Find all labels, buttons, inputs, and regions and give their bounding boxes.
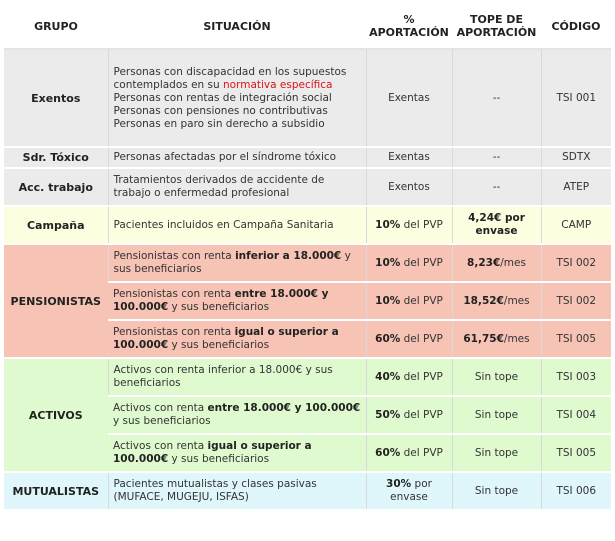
header-aportacion — [366, 4, 452, 49]
tope-rest: /mes — [503, 294, 530, 307]
grupo-mutualistas: MUTUALISTAS — [4, 472, 108, 510]
header-situacion: SITUACIÓN — [108, 4, 366, 49]
row-pensionistas-1 — [4, 244, 611, 282]
aportacion-pens-1 — [366, 244, 452, 282]
situacion-pens-1 — [108, 244, 366, 282]
codigo-mutualistas: TSI 006 — [541, 472, 611, 510]
s1: Activos con renta — [113, 440, 208, 452]
tope-act-1: Sin tope — [452, 358, 541, 396]
situacion-pens-2 — [108, 282, 366, 320]
codigo-trabajo: ATEP — [541, 168, 611, 206]
tope-bold: 61,75€ — [463, 332, 504, 345]
exentos-line4: Personas en paro sin derecho a subsidio — [113, 117, 325, 130]
s-bold: entre 18.000€ y 100.000€ — [113, 288, 329, 313]
ap-rest: por envase — [390, 478, 432, 503]
codigo-campana: CAMP — [541, 206, 611, 244]
tope-pens-3 — [452, 320, 541, 358]
aportacion-pens-2 — [366, 282, 452, 320]
grupo-trabajo: Acc. trabajo — [4, 168, 108, 206]
ap-bold: 30% — [386, 478, 412, 490]
tope-rest: /mes — [503, 332, 530, 345]
s2: y sus beneficiarios — [168, 453, 270, 465]
header-tope-line1: TOPE DE — [470, 13, 523, 26]
s-bold: inferior a 18.000€ — [235, 250, 342, 262]
header-grupo: GRUPO — [4, 4, 108, 49]
header-tope — [452, 4, 541, 49]
situacion-toxico: Personas afectadas por el síndrome tóxico — [108, 147, 366, 168]
ap-rest: del PVP — [400, 294, 443, 307]
situacion-mutualistas: Pacientes mutualistas y clases pasivas (MUFACE, MUGEJU, ISFAS) — [108, 472, 366, 510]
ap-bold: 40% — [375, 370, 401, 383]
ap-rest: del PVP — [400, 256, 443, 269]
header-tope-line2: APORTACIÓN — [456, 26, 537, 39]
s1: Activos con renta inferior a 18.000€ y sus beneficiarios — [113, 364, 333, 389]
grupo-campana: Campaña — [4, 206, 108, 244]
aportacion-toxico: Exentas — [366, 147, 452, 168]
s1: Pensionistas con renta — [113, 326, 235, 338]
situacion-pens-3 — [108, 320, 366, 358]
header-codigo: CÓDIGO — [541, 4, 611, 49]
row-campana — [4, 206, 611, 244]
exentos-line3: Personas con pensiones no contributivas — [113, 104, 328, 117]
tope-pens-1 — [452, 244, 541, 282]
tope-toxico: -- — [452, 147, 541, 168]
situacion-act-3 — [108, 434, 366, 472]
aportacion-act-3 — [366, 434, 452, 472]
tope-bold: 8,23€ — [467, 256, 501, 269]
aportacion-exentos: Exentas — [366, 49, 452, 147]
situacion-act-2 — [108, 396, 366, 434]
s1: Pensionistas con renta — [113, 288, 235, 300]
codigo-pens-2: TSI 002 — [541, 282, 611, 320]
situacion-campana: Pacientes incluidos en Campaña Sanitaria — [108, 206, 366, 244]
tope-pens-2 — [452, 282, 541, 320]
exentos-line2: Personas con rentas de integración social — [113, 91, 332, 104]
grupo-pensionistas: PENSIONISTAS — [4, 244, 108, 358]
codigo-toxico: SDTX — [541, 147, 611, 168]
s-bold: igual o superior a 100.000€ — [113, 326, 339, 351]
ap-rest: del PVP — [400, 332, 443, 345]
tope-act-2: Sin tope — [452, 396, 541, 434]
s2: y sus beneficiarios — [113, 250, 351, 275]
ap-bold: 50% — [375, 408, 401, 421]
ap-bold: 60% — [375, 446, 401, 459]
aportacion-campana-rest: del PVP — [400, 218, 443, 231]
tope-bold: 18,52€ — [463, 294, 504, 307]
aportacion-trabajo: Exentos — [366, 168, 452, 206]
grupo-exentos: Exentos — [4, 49, 108, 147]
s-bold: igual o superior a 100.000€ — [113, 440, 312, 465]
aportacion-campana-pct: 10% — [375, 218, 401, 231]
tope-trabajo: -- — [452, 168, 541, 206]
s2: y sus beneficiarios — [168, 301, 270, 313]
ap-rest: del PVP — [400, 408, 443, 421]
normativa-link-text: normativa específica — [223, 78, 333, 91]
tope-campana-value: 4,24€ por envase — [468, 212, 525, 237]
situacion-exentos — [108, 49, 366, 147]
ap-bold: 10% — [375, 256, 401, 269]
tope-rest: /mes — [500, 256, 526, 269]
tope-mutualistas: Sin tope — [452, 472, 541, 510]
codigo-pens-3: TSI 005 — [541, 320, 611, 358]
s2: y sus beneficiarios — [168, 339, 270, 351]
grupo-toxico: Sdr. Tóxico — [4, 147, 108, 168]
aportacion-act-1 — [366, 358, 452, 396]
row-trabajo — [4, 168, 611, 206]
tope-campana — [452, 206, 541, 244]
codigo-pens-1: TSI 002 — [541, 244, 611, 282]
row-mutualistas — [4, 472, 611, 510]
s1: Pensionistas con renta — [113, 250, 236, 262]
s2: y sus beneficiarios — [113, 415, 211, 427]
row-toxico — [4, 147, 611, 168]
situacion-trabajo: Tratamientos derivados de accidente de trabajo o enfermedad profesional — [108, 168, 366, 206]
aportacion-pens-3 — [366, 320, 452, 358]
header-aportacion-line2: APORTACIÓN — [369, 26, 449, 39]
situacion-act-1 — [108, 358, 366, 396]
tope-exentos: -- — [452, 49, 541, 147]
tope-act-3: Sin tope — [452, 434, 541, 472]
codigo-act-1: TSI 003 — [541, 358, 611, 396]
codigo-act-2: TSI 004 — [541, 396, 611, 434]
grupo-activos: ACTIVOS — [4, 358, 108, 472]
s-bold: entre 18.000€ y 100.000€ — [207, 402, 361, 414]
ap-rest: del PVP — [400, 370, 443, 383]
codigo-exentos: TSI 001 — [541, 49, 611, 147]
aportacion-act-2 — [366, 396, 452, 434]
exentos-line1: Personas con discapacidad en los supuestos contemplados en su — [113, 65, 347, 91]
copago-table — [4, 4, 611, 511]
row-activos-1 — [4, 358, 611, 396]
row-exentos — [4, 49, 611, 147]
ap-bold: 60% — [375, 332, 401, 345]
header-row — [4, 4, 611, 49]
aportacion-campana — [366, 206, 452, 244]
ap-rest: del PVP — [400, 446, 443, 459]
ap-bold: 10% — [375, 294, 401, 307]
codigo-act-3: TSI 005 — [541, 434, 611, 472]
aportacion-mutualistas — [366, 472, 452, 510]
s1: Activos con renta — [113, 402, 208, 414]
header-aportacion-line1: % — [403, 13, 415, 26]
